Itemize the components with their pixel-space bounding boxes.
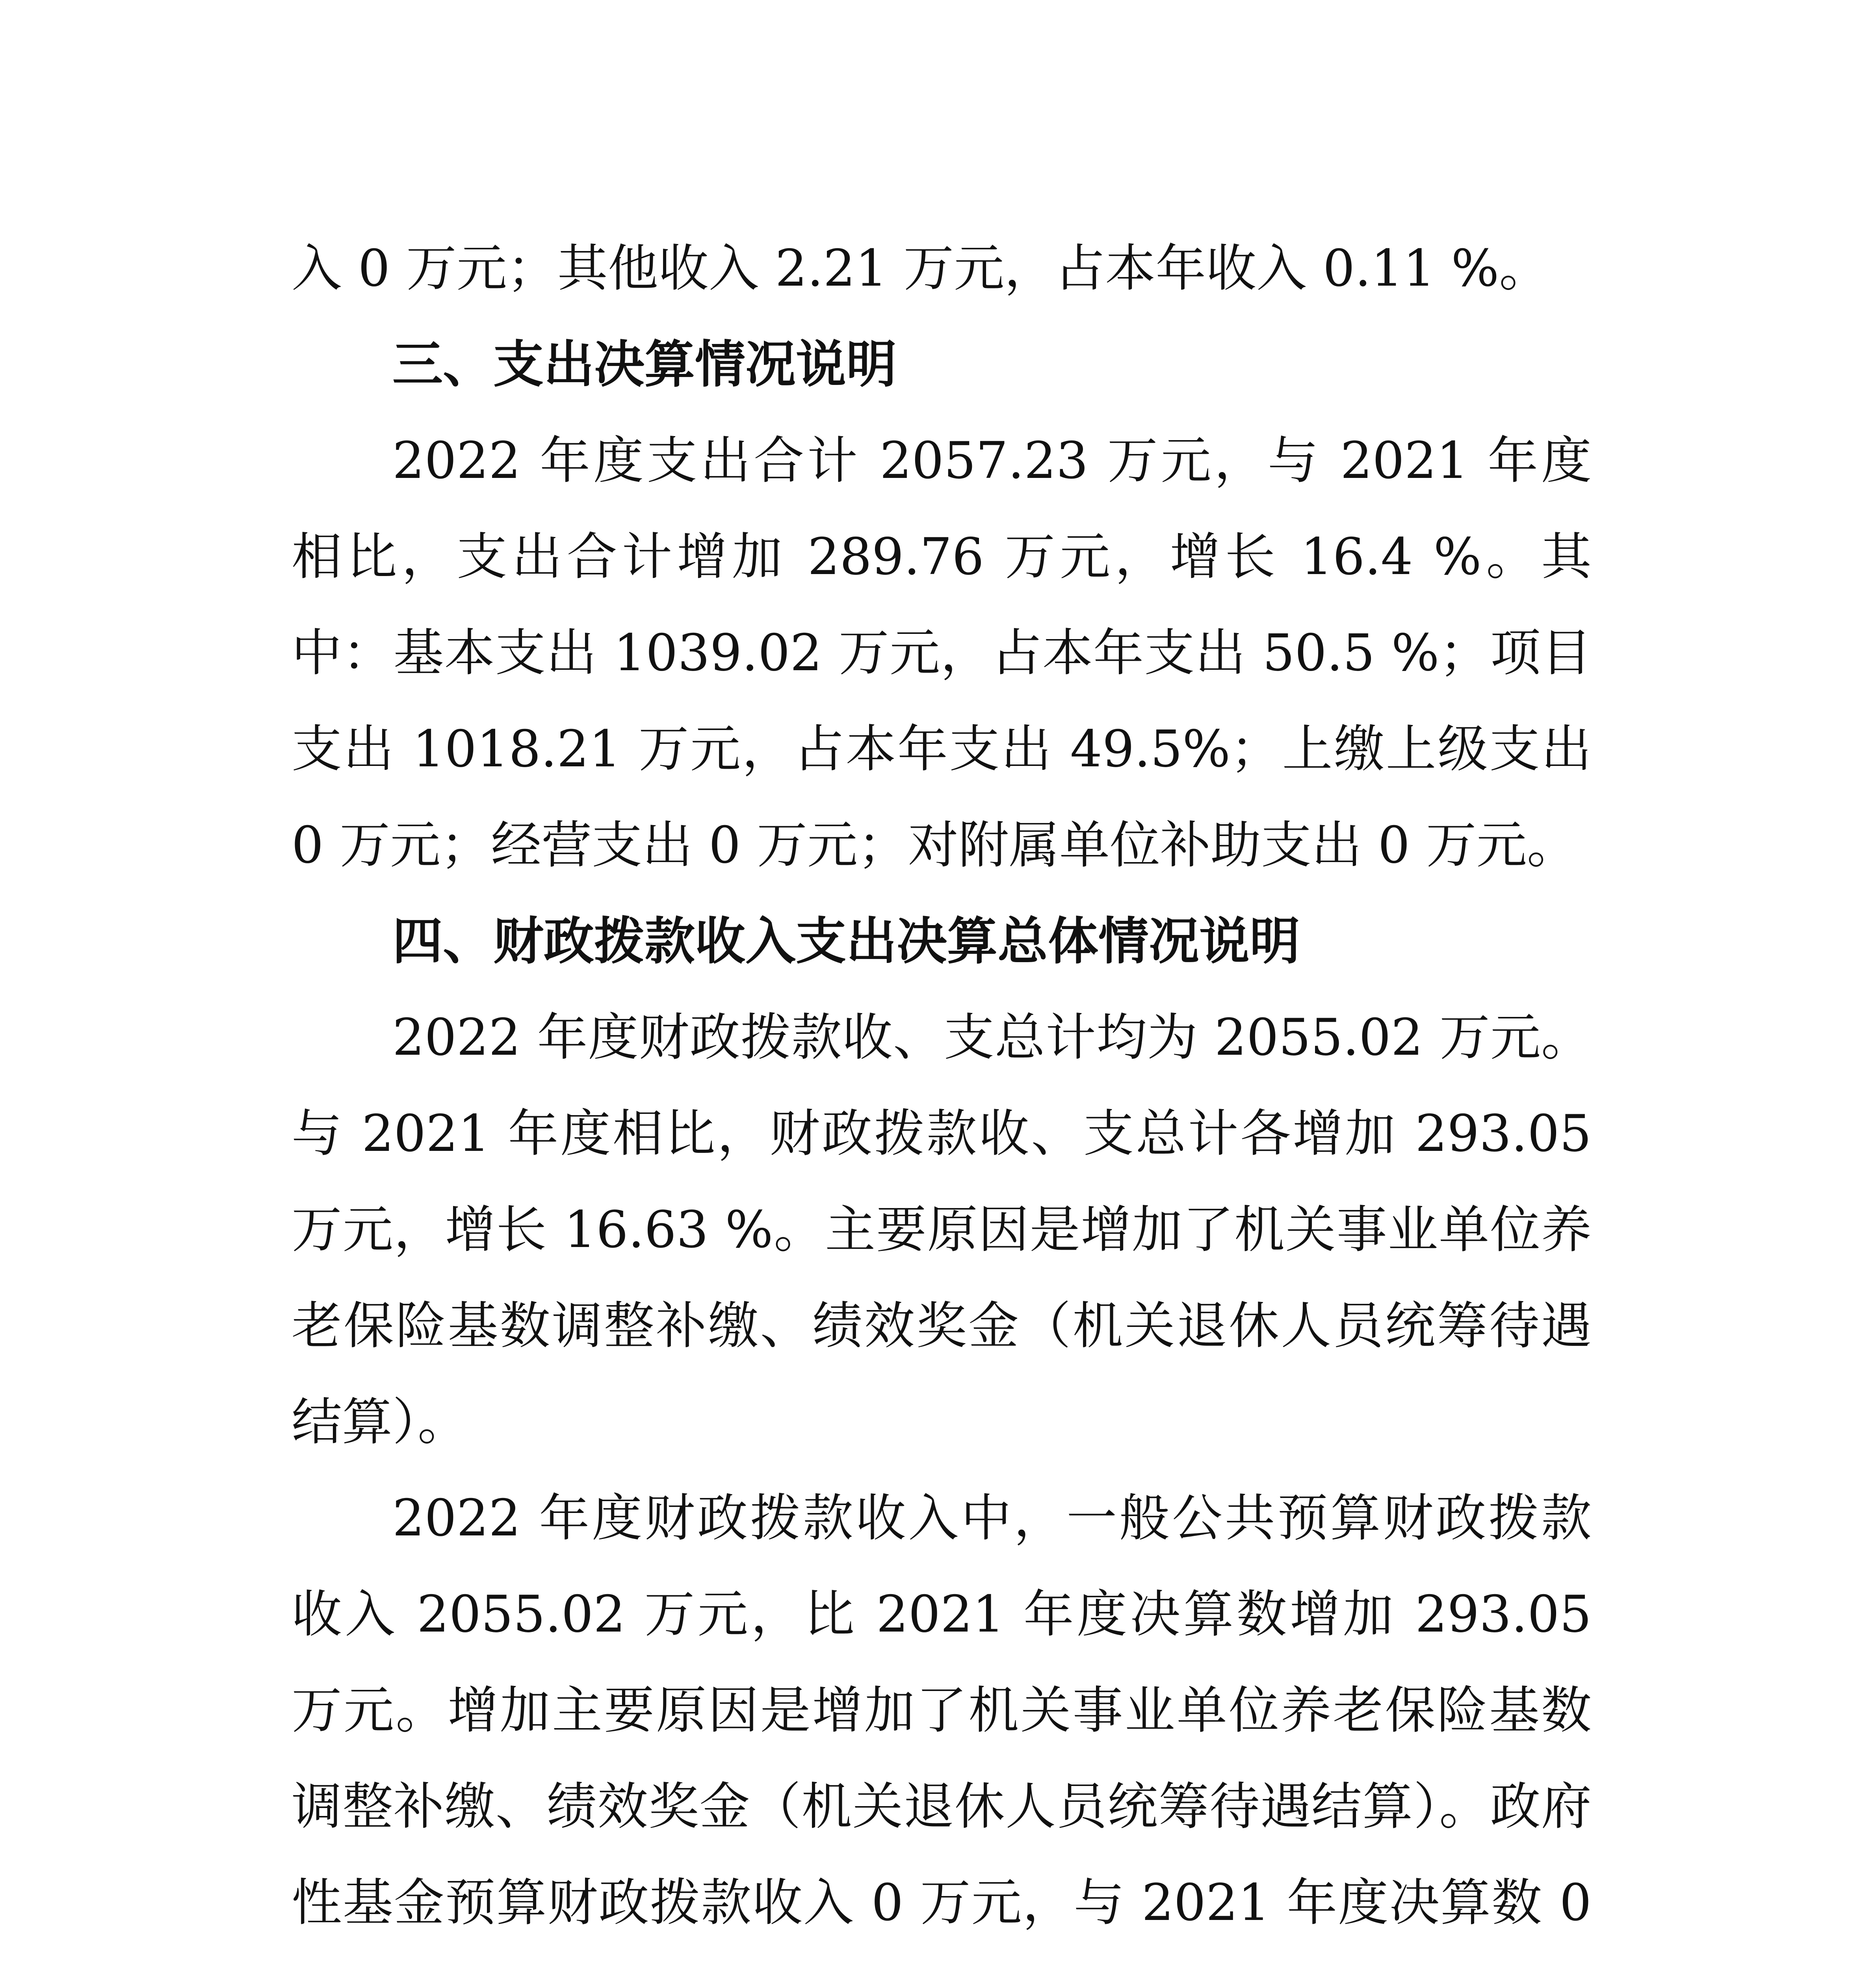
- paragraph-fiscal-income-detail: 2022 年度财政拨款收入中，一般公共预算财政拨款收入 2055.02 万元，比 2021 年度决算数增加 293.05 万元。增加主要原因是增加了机关事业单位养老保险基数调整补缴、绩效奖金（机关退休人员统筹待遇结算）。政府性基金预算财政拨款收入 0 万元，与 2021 年度决算数 0: [292, 1489, 1592, 1932]
- document-body: [292, 221, 1592, 1970]
- section-heading-fiscal-appropriation: 四、财政拨款收入支出决算总体情况说明: [392, 912, 1300, 971]
- paragraph-income-continuation: 入 0 万元；其他收入 2.21 万元，占本年收入 0.11 %。: [292, 239, 1550, 298]
- section-heading-expenditure: 三、支出决算情况说明: [392, 335, 897, 394]
- paragraph-expenditure-summary: 2022 年度支出合计 2057.23 万元，与 2021 年度相比，支出合计增加 289.76 万元，增长 16.4 %。其中：基本支出 1039.02 万元，占本年支出 50.5 %；项目支出 1018.21 万元，占本年支出 49.5%；上缴上级支出 0 万元；经营支出 0 万元；对附属单位补助支出 0 万元。: [292, 431, 1592, 875]
- paragraph-fiscal-total: 2022 年度财政拨款收、支总计均为 2055.02 万元。与 2021 年度相比，财政拨款收、支总计各增加 293.05 万元，增长 16.63 %。主要原因是增加了机关事业单位养老保险基数调整补缴、绩效奖金（机关退休人员统筹待遇结算）。: [292, 1008, 1592, 1451]
